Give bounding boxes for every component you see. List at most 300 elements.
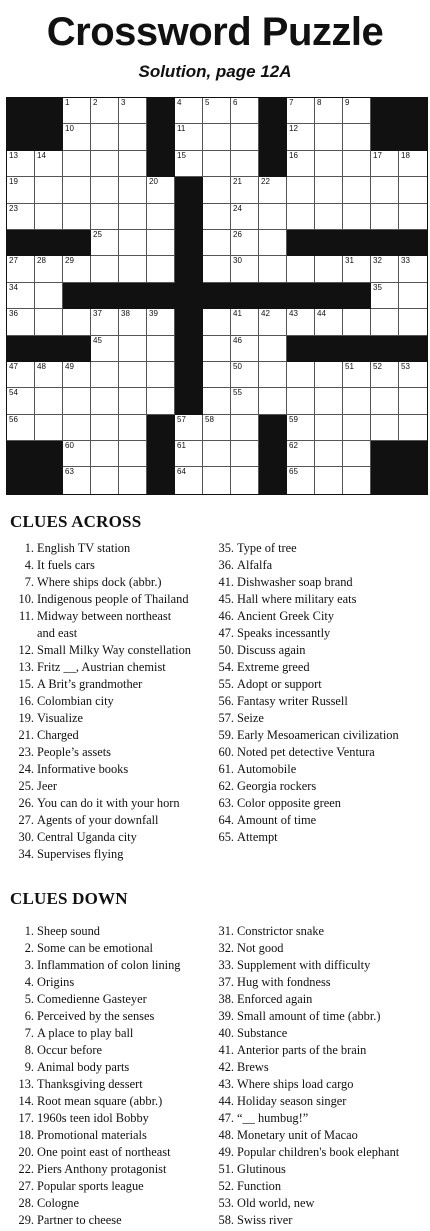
grid-cell[interactable] [147, 230, 175, 256]
grid-cell[interactable] [287, 362, 315, 388]
grid-cell[interactable] [231, 441, 259, 467]
grid-cell[interactable] [315, 415, 343, 441]
clue-item [218, 557, 399, 574]
grid-cell[interactable] [203, 256, 231, 282]
grid-cell[interactable] [343, 415, 371, 441]
grid-cell[interactable] [63, 151, 91, 177]
clue-item [218, 1178, 399, 1195]
grid-cell[interactable] [91, 256, 119, 282]
grid-cell[interactable] [231, 204, 259, 230]
clue-item [18, 1076, 181, 1093]
clue-text: Function [237, 1179, 282, 1193]
grid-cell[interactable] [35, 283, 63, 309]
grid-cell[interactable] [119, 204, 147, 230]
grid-cell[interactable] [399, 177, 427, 203]
grid-cell[interactable] [119, 467, 147, 493]
grid-cell[interactable] [315, 204, 343, 230]
clue-number: 30. [18, 830, 34, 844]
grid-cell[interactable] [203, 177, 231, 203]
grid-cell[interactable] [287, 467, 315, 493]
grid-cell[interactable] [35, 204, 63, 230]
grid-cell[interactable] [91, 467, 119, 493]
cell-number: 5 [205, 98, 210, 107]
clue-number: 55. [218, 677, 234, 691]
grid-cell[interactable] [287, 388, 315, 414]
grid-cell[interactable] [343, 98, 371, 124]
grid-cell[interactable] [175, 415, 203, 441]
grid-cell[interactable] [231, 362, 259, 388]
grid-cell[interactable] [7, 151, 35, 177]
cell-number: 15 [177, 150, 186, 160]
clue-item [218, 1127, 399, 1144]
grid-cell[interactable] [119, 230, 147, 256]
grid-cell[interactable] [175, 124, 203, 150]
grid-cell[interactable] [147, 309, 175, 335]
grid-cell[interactable] [35, 177, 63, 203]
cell-number: 38 [121, 309, 130, 319]
clue-text: Piers Anthony protagonist [37, 1162, 167, 1176]
clue-number: 45. [218, 592, 234, 606]
clue-text: Comedienne Gasteyer [37, 992, 147, 1006]
grid-cell[interactable] [147, 336, 175, 362]
black-square [175, 309, 203, 335]
clue-number: 4. [24, 975, 34, 989]
grid-cell[interactable] [343, 309, 371, 335]
grid-cell[interactable] [287, 151, 315, 177]
clue-item [18, 625, 191, 642]
clue-text: Fantasy writer Russell [237, 694, 348, 708]
cell-number: 50 [233, 361, 242, 371]
grid-cell[interactable] [203, 98, 231, 124]
grid-cell[interactable] [371, 362, 399, 388]
cell-number: 12 [289, 124, 298, 134]
black-square [399, 336, 427, 362]
grid-cell[interactable] [287, 415, 315, 441]
grid-cell[interactable] [119, 441, 147, 467]
clue-text: Visualize [37, 711, 84, 725]
grid-cell[interactable] [203, 441, 231, 467]
clue-text: Occur before [37, 1043, 103, 1057]
grid-cell[interactable] [371, 204, 399, 230]
grid-cell[interactable] [119, 388, 147, 414]
grid-cell[interactable] [287, 256, 315, 282]
cell-number: 30 [233, 256, 242, 266]
grid-cell[interactable] [315, 309, 343, 335]
clue-number: 47. [218, 626, 234, 640]
grid-cell[interactable] [63, 204, 91, 230]
grid-cell[interactable] [399, 309, 427, 335]
grid-cell[interactable] [175, 467, 203, 493]
clue-item [18, 659, 191, 676]
grid-cell[interactable] [343, 467, 371, 493]
grid-cell[interactable] [91, 98, 119, 124]
grid-cell[interactable] [259, 177, 287, 203]
clue-text: Swiss river [237, 1213, 293, 1227]
grid-cell[interactable] [91, 204, 119, 230]
clue-number: 44. [218, 1094, 234, 1108]
grid-cell[interactable] [147, 256, 175, 282]
grid-cell[interactable] [287, 441, 315, 467]
clue-number: 17. [18, 1111, 34, 1125]
grid-cell[interactable] [231, 230, 259, 256]
clue-text: Where ships load cargo [237, 1077, 354, 1091]
clue-item [218, 957, 399, 974]
clue-number: 20. [18, 1145, 34, 1159]
grid-cell[interactable] [147, 388, 175, 414]
grid-cell[interactable] [371, 388, 399, 414]
grid-cell[interactable] [231, 177, 259, 203]
clue-text: Constrictor snake [237, 924, 325, 938]
clue-number: 6. [24, 1009, 34, 1023]
clue-number: 40. [218, 1026, 234, 1040]
grid-cell[interactable] [35, 388, 63, 414]
grid-cell[interactable] [343, 177, 371, 203]
grid-cell[interactable] [371, 309, 399, 335]
black-square [371, 230, 399, 256]
cell-number: 11 [177, 124, 186, 134]
grid-cell[interactable] [63, 467, 91, 493]
grid-cell[interactable] [119, 124, 147, 150]
clue-item [18, 940, 181, 957]
clue-text: Early Mesoamerican civilization [237, 728, 399, 742]
black-square [147, 98, 175, 124]
grid-cell[interactable] [203, 415, 231, 441]
grid-cell[interactable] [259, 309, 287, 335]
grid-cell[interactable] [287, 98, 315, 124]
grid-cell[interactable] [119, 151, 147, 177]
grid-cell[interactable] [63, 256, 91, 282]
grid-cell[interactable] [203, 336, 231, 362]
grid-cell[interactable] [343, 362, 371, 388]
grid-cell[interactable] [315, 362, 343, 388]
grid-cell[interactable] [203, 230, 231, 256]
grid-cell[interactable] [119, 177, 147, 203]
grid-cell[interactable] [35, 309, 63, 335]
clue-item [18, 727, 191, 744]
grid-cell[interactable] [119, 256, 147, 282]
grid-cell[interactable] [119, 309, 147, 335]
clue-item [218, 1144, 399, 1161]
grid-cell[interactable] [371, 151, 399, 177]
grid-cell[interactable] [203, 124, 231, 150]
grid-cell[interactable] [259, 204, 287, 230]
clue-text: Charged [37, 728, 79, 742]
grid-cell[interactable] [399, 283, 427, 309]
clue-item [218, 1110, 399, 1127]
grid-cell[interactable] [7, 204, 35, 230]
clue-number: 47. [218, 1111, 234, 1125]
clue-text: Adopt or support [237, 677, 322, 691]
cell-number: 19 [9, 177, 18, 187]
clue-number: 32. [218, 941, 234, 955]
grid-cell[interactable] [399, 362, 427, 388]
grid-cell[interactable] [91, 388, 119, 414]
grid-cell[interactable] [7, 388, 35, 414]
grid-cell[interactable] [343, 204, 371, 230]
black-square [259, 124, 287, 150]
clue-number: 29. [18, 1213, 34, 1227]
clue-number: 36. [218, 558, 234, 572]
grid-cell[interactable] [7, 177, 35, 203]
grid-cell[interactable] [203, 151, 231, 177]
grid-cell[interactable] [147, 177, 175, 203]
clue-item [218, 1008, 399, 1025]
grid-cell[interactable] [399, 415, 427, 441]
clue-text: Some can be emotional [37, 941, 153, 955]
black-square [147, 467, 175, 493]
grid-cell[interactable] [147, 362, 175, 388]
black-square [175, 388, 203, 414]
grid-cell[interactable] [231, 151, 259, 177]
grid-cell[interactable] [7, 256, 35, 282]
cell-number: 25 [93, 229, 102, 239]
cell-number: 51 [345, 361, 354, 371]
grid-cell[interactable] [231, 309, 259, 335]
grid-cell[interactable] [119, 336, 147, 362]
grid-cell[interactable] [399, 204, 427, 230]
grid-cell[interactable] [175, 98, 203, 124]
cell-number: 41 [233, 309, 242, 319]
grid-cell[interactable] [231, 415, 259, 441]
clue-text: Supervises flying [37, 847, 124, 861]
grid-cell[interactable] [259, 230, 287, 256]
black-square [175, 283, 203, 309]
grid-cell[interactable] [315, 441, 343, 467]
clue-item [218, 727, 399, 744]
grid-cell[interactable] [399, 388, 427, 414]
grid-cell[interactable] [343, 256, 371, 282]
clue-item [218, 591, 399, 608]
grid-cell[interactable] [63, 362, 91, 388]
grid-cell[interactable] [91, 151, 119, 177]
clue-item [18, 923, 181, 940]
grid-cell[interactable] [259, 388, 287, 414]
clue-text: Seize [237, 711, 264, 725]
grid-cell[interactable] [203, 362, 231, 388]
clue-text: Agents of your downfall [37, 813, 159, 827]
clue-text: Hug with fondness [237, 975, 331, 989]
grid-cell[interactable] [63, 309, 91, 335]
black-square [175, 256, 203, 282]
grid-cell[interactable] [63, 388, 91, 414]
grid-cell[interactable] [231, 388, 259, 414]
grid-cell[interactable] [63, 415, 91, 441]
clue-text: Automobile [237, 762, 297, 776]
puzzle-title: Crossword Puzzle [46, 10, 384, 54]
grid-cell[interactable] [371, 283, 399, 309]
clue-item [18, 1212, 181, 1229]
grid-cell[interactable] [315, 177, 343, 203]
grid-cell[interactable] [7, 415, 35, 441]
clue-item [18, 540, 191, 557]
black-square [147, 415, 175, 441]
grid-cell[interactable] [175, 151, 203, 177]
grid-cell[interactable] [315, 467, 343, 493]
clue-text: Speaks incessantly [237, 626, 331, 640]
clue-item [218, 940, 399, 957]
grid-cell[interactable] [175, 441, 203, 467]
grid-cell[interactable] [35, 362, 63, 388]
black-square [371, 467, 399, 493]
grid-cell[interactable] [399, 256, 427, 282]
clue-number: 63. [218, 796, 234, 810]
clue-item [218, 625, 399, 642]
cell-number: 18 [401, 150, 410, 160]
cell-number: 39 [149, 309, 158, 319]
black-square [399, 230, 427, 256]
grid-cell[interactable] [315, 151, 343, 177]
grid-cell[interactable] [259, 256, 287, 282]
grid-cell[interactable] [203, 309, 231, 335]
grid-cell[interactable] [203, 467, 231, 493]
grid-cell[interactable] [91, 415, 119, 441]
clue-item [218, 1059, 399, 1076]
grid-cell[interactable] [63, 441, 91, 467]
grid-cell[interactable] [287, 177, 315, 203]
clue-text: Partner to cheese [37, 1213, 122, 1227]
black-square [91, 283, 119, 309]
grid-cell[interactable] [287, 204, 315, 230]
clue-item [218, 693, 399, 710]
grid-cell[interactable] [63, 124, 91, 150]
grid-cell[interactable] [119, 415, 147, 441]
clue-text: People’s assets [37, 745, 111, 759]
clue-item [218, 659, 399, 676]
grid-cell[interactable] [119, 98, 147, 124]
black-square [287, 230, 315, 256]
grid-cell[interactable] [231, 467, 259, 493]
grid-cell[interactable] [343, 124, 371, 150]
grid-cell[interactable] [119, 362, 147, 388]
cell-number: 28 [37, 256, 46, 266]
grid-cell[interactable] [343, 441, 371, 467]
cell-number: 44 [317, 309, 326, 319]
grid-cell[interactable] [203, 204, 231, 230]
clue-text: Type of tree [237, 541, 297, 555]
clue-text: It fuels cars [37, 558, 95, 572]
grid-cell[interactable] [371, 256, 399, 282]
clue-item [18, 1093, 181, 1110]
black-square [35, 336, 63, 362]
clue-text: Glutinous [237, 1162, 286, 1176]
grid-cell[interactable] [203, 388, 231, 414]
grid-cell[interactable] [91, 177, 119, 203]
clue-text: English TV station [37, 541, 131, 555]
cell-number: 42 [261, 309, 270, 319]
grid-cell[interactable] [63, 98, 91, 124]
grid-cell[interactable] [7, 309, 35, 335]
clue-number: 46. [218, 609, 234, 623]
clue-number: 13. [18, 1077, 34, 1091]
cell-number: 59 [289, 414, 298, 424]
cell-number: 57 [177, 414, 186, 424]
black-square [371, 124, 399, 150]
clue-number: 4. [24, 558, 34, 572]
clue-text: Noted pet detective Ventura [237, 745, 375, 759]
clue-item [218, 812, 399, 829]
clue-number: 27. [18, 813, 34, 827]
grid-cell[interactable] [343, 388, 371, 414]
cell-number: 37 [93, 309, 102, 319]
cell-number: 7 [289, 98, 294, 107]
black-square [7, 124, 35, 150]
grid-cell[interactable] [259, 336, 287, 362]
cell-number: 27 [9, 256, 18, 266]
cell-number: 26 [233, 229, 242, 239]
clue-text: Inflammation of colon lining [37, 958, 181, 972]
black-square [147, 151, 175, 177]
grid-cell[interactable] [91, 362, 119, 388]
clue-text: Monetary unit of Macao [237, 1128, 358, 1142]
clue-item [18, 1059, 181, 1076]
grid-cell[interactable] [231, 98, 259, 124]
clue-text: Root mean square (abbr.) [37, 1094, 163, 1108]
clue-number: 33. [218, 958, 234, 972]
cell-number: 63 [65, 467, 74, 477]
grid-cell[interactable] [91, 336, 119, 362]
clue-number: 1. [24, 924, 34, 938]
grid-cell[interactable] [315, 124, 343, 150]
grid-cell[interactable] [35, 256, 63, 282]
grid-cell[interactable] [91, 230, 119, 256]
grid-cell[interactable] [91, 124, 119, 150]
grid-cell[interactable] [91, 441, 119, 467]
clue-number: 42. [218, 1060, 234, 1074]
clue-number: 51. [218, 1162, 234, 1176]
grid-cell[interactable] [91, 309, 119, 335]
clue-item [218, 642, 399, 659]
grid-cell[interactable] [35, 151, 63, 177]
grid-cell[interactable] [315, 256, 343, 282]
black-square [35, 230, 63, 256]
clue-item [218, 1195, 399, 1212]
grid-cell[interactable] [287, 309, 315, 335]
grid-cell[interactable] [231, 124, 259, 150]
grid-cell[interactable] [147, 204, 175, 230]
clue-number: 28. [18, 1196, 34, 1210]
grid-cell[interactable] [343, 151, 371, 177]
black-square [259, 467, 287, 493]
grid-cell[interactable] [63, 177, 91, 203]
clue-item [18, 676, 191, 693]
grid-cell[interactable] [315, 98, 343, 124]
clue-text: Sheep sound [37, 924, 100, 938]
clue-item [218, 778, 399, 795]
grid-cell[interactable] [287, 124, 315, 150]
black-square [231, 283, 259, 309]
grid-cell[interactable] [35, 415, 63, 441]
cell-number: 29 [65, 256, 74, 266]
grid-cell[interactable] [371, 415, 399, 441]
grid-cell[interactable] [231, 256, 259, 282]
cell-number: 22 [261, 177, 270, 187]
grid-cell[interactable] [315, 388, 343, 414]
grid-cell[interactable] [399, 151, 427, 177]
clue-text: Dishwasher soap brand [237, 575, 353, 589]
clue-item [18, 1127, 181, 1144]
grid-cell[interactable] [259, 362, 287, 388]
grid-cell[interactable] [371, 177, 399, 203]
clue-number: 21. [18, 728, 34, 742]
grid-cell[interactable] [7, 362, 35, 388]
clue-number: 61. [218, 762, 234, 776]
cell-number: 58 [205, 414, 214, 424]
grid-cell[interactable] [7, 283, 35, 309]
clue-item [18, 846, 191, 863]
black-square [315, 230, 343, 256]
grid-cell[interactable] [231, 336, 259, 362]
clue-item [18, 591, 191, 608]
